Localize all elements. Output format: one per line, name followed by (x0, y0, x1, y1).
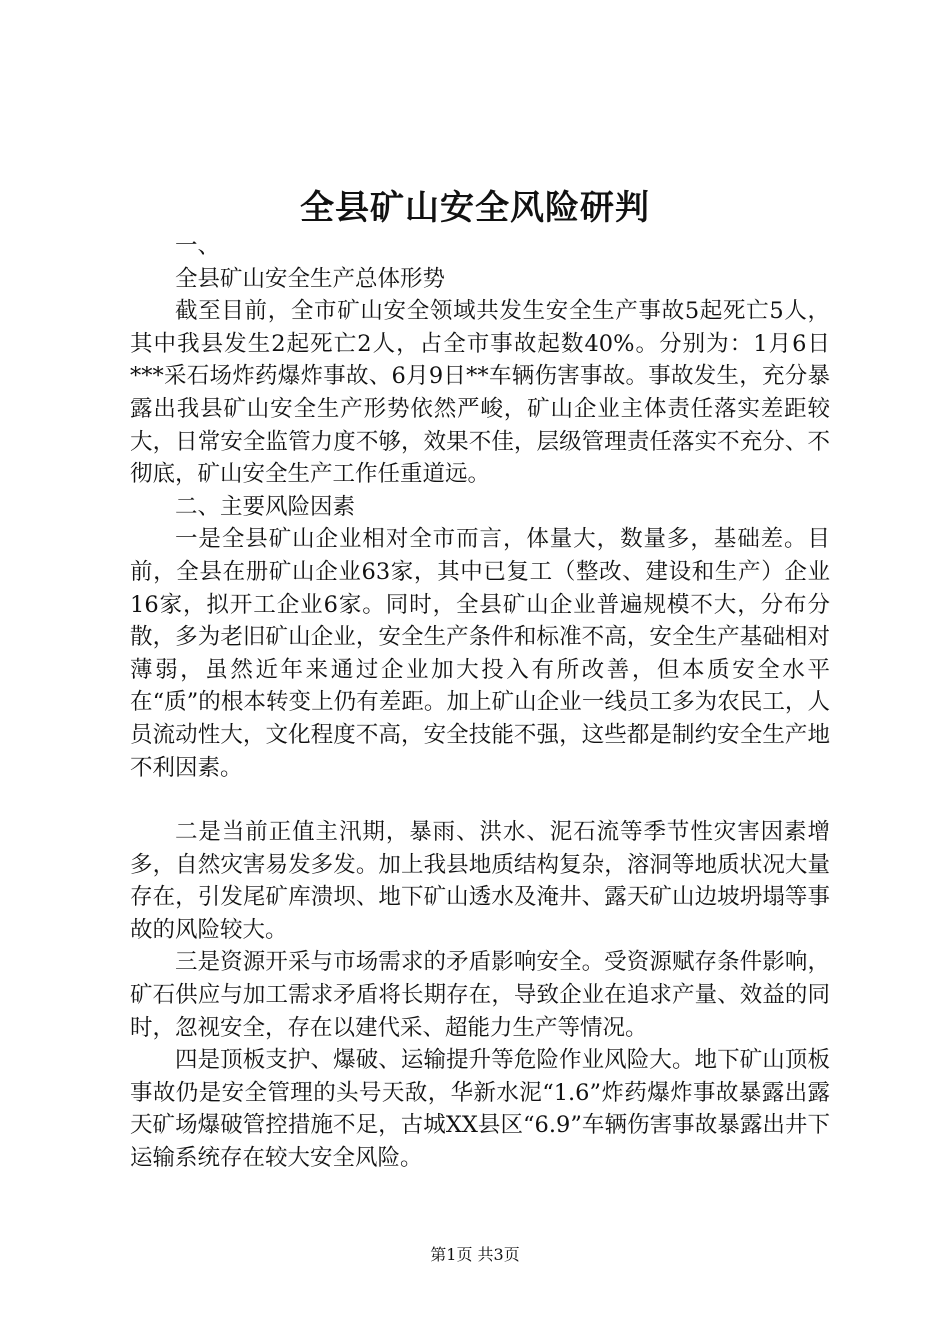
body-paragraph-accidents: 截至目前，全市矿山安全领域共发生安全生产事故5起死亡5人，其中我县发生2起死亡2人，占全市事故起数40%。分别为：1月6日***采石场炸药爆炸事故、6月9日**车辆伤害事故。事故发生，充分暴露出我县矿山安全生产形势依然严峻，矿山企业主体责任落实差距较大，日常安全监管力度不够，效果不佳，层级管理责任落实不充分、不彻底，矿山安全生产工作任重道远。 (130, 298, 830, 488)
body-paragraph-risk-one: 一是全县矿山企业相对全市而言，体量大，数量多，基础差。目前，全县在册矿山企业63家，其中已复工（整改、建设和生产）企业16家，拟开工企业6家。同时，全县矿山企业普遍规模不大，分布分散，多为老旧矿山企业，安全生产条件和标准不高，安全生产基础相对薄弱，虽然近年来通过企业加大投入有所改善，但本质安全水平在“质”的根本转变上仍有差距。加上矿山企业一线员工多为农民工，人员流动性大，文化程度不高，安全技能不强，这些都是制约安全生产地不利因素。 (130, 526, 830, 781)
section-heading-overall-situation: 全县矿山安全生产总体形势 (175, 265, 446, 292)
section-heading-main-risks: 二、主要风险因素 (175, 493, 356, 520)
body-paragraph-risk-four: 四是顶板支护、爆破、运输提升等危险作业风险大。地下矿山顶板事故仍是安全管理的头号天敌，华新水泥“1.6”炸药爆炸事故暴露出露天矿场爆破管控措施不足，古城XX县区“6.9”车辆伤害事故暴露出井下运输系统存在较大安全风险。 (130, 1047, 830, 1172)
document-body (130, 230, 830, 1175)
page-footer: 第1页 共3页 (430, 1245, 520, 1264)
body-paragraph-risk-three: 三是资源开采与市场需求的矛盾影响安全。受资源赋存条件影响，矿石供应与加工需求矛盾将长期存在，导致企业在追求产量、效益的同时，忽视安全，存在以建代采、超能力生产等情况。 (130, 949, 830, 1041)
section-number-paragraph: 一、 (175, 233, 221, 259)
body-paragraph-risk-two: 二是当前正值主汛期，暴雨、洪水、泥石流等季节性灾害因素增多，自然灾害易发多发。加上我县地质结构复杂，溶洞等地质状况大量存在，引发尾矿库溃坝、地下矿山透水及淹井、露天矿山边坡坍塌等事故的风险较大。 (130, 819, 830, 943)
document-title: 全县矿山安全风险研判 (300, 188, 650, 228)
